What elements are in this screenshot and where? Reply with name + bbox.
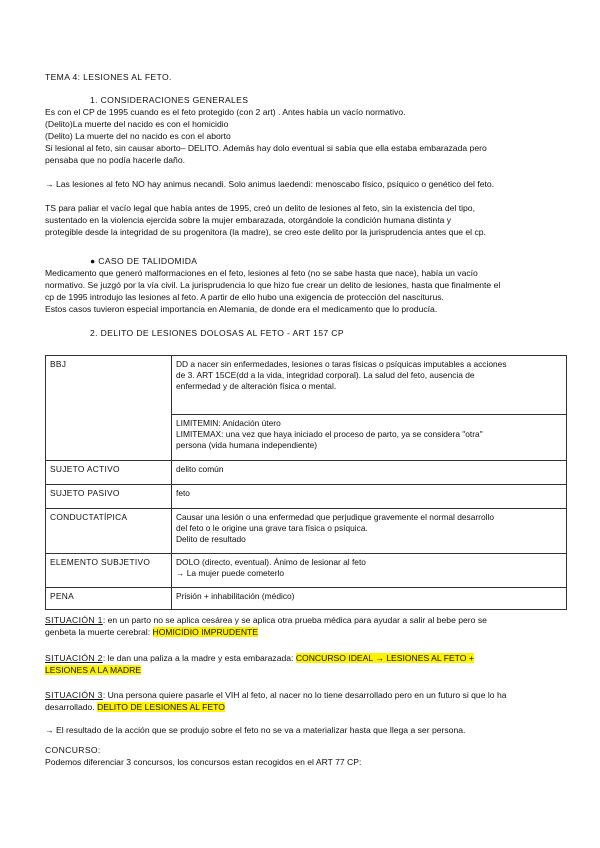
- table-row-elemento: [46, 554, 567, 588]
- ts-paragraph-line: sustentado en la violencia ejercida sobre la mujer embarazada, otorgándole la condición humana distinta y: [45, 215, 452, 225]
- sujeto-pasivo-value: feto: [172, 485, 567, 509]
- bbj-text-1: DD a nacer sin enfermedades, lesiones o taras físicas o psíquicas imputables a acciones de 3. ART 15CE(dd a la vida, integridad corporal). La salud del feto, ausencia de enfermedad y de alteración física o mental.: [172, 356, 567, 415]
- situation-2-cont: LESIONES A LA MADRE: [45, 665, 142, 675]
- ts-paragraph-line: TS para paliar el vacío legal que había antes de 1995, creó un delito de lesiones al feto, sin la existencia del tipo,: [45, 203, 475, 213]
- conducta-value: Causar una lesión o una enfermedad que perjudique gravemente el normal desarrollo del feto o le origine una grave tara física o psíquica. Delito de resultado: [172, 509, 567, 554]
- situation-1-cont: genbeta la muerte cerebral: HOMICIDIO IMPRUDENTE: [45, 627, 259, 637]
- conducta-label: CONDUCTATÍPICA: [46, 509, 172, 554]
- sujeto-activo-label: SUJETO ACTIVO: [46, 461, 172, 485]
- animus-note: → Las lesiones al feto NO hay animus necandi. Solo animus laedendi: menoscabo físico, psíquico o genético del feto.: [45, 179, 495, 189]
- situation-3-label: SITUACIÓN 3: [45, 690, 103, 700]
- table-row-conducta: [46, 509, 567, 554]
- situation-1-verdict: HOMICIDIO IMPRUDENTE: [152, 627, 259, 637]
- elemento-label: ELEMENTO SUBJETIVO: [46, 554, 172, 588]
- concurso-heading: CONCURSO:: [45, 745, 101, 755]
- talidomida-line: Medicamento que generó malformaciones en el feto, lesiones al feto (no se sabe hasta que nace), había un vacío: [45, 268, 478, 278]
- section-1-line: (Delito)La muerte del nacido es con el homicidio: [45, 119, 229, 129]
- ts-paragraph-line: protegible desde la integridad de su progenitora (la madre), se creo este delito por la jurisprudencia antes que el cp.: [45, 227, 486, 237]
- situation-2: SITUACIÓN 2: le dan una paliza a la madre y esta embarazada: CONCURSO IDEAL → LESIONES AL FETO +: [45, 653, 474, 663]
- table-row-sujeto-pasivo: [46, 485, 567, 509]
- sujeto-pasivo-label: SUJETO PASIVO: [46, 485, 172, 509]
- talidomida-heading: ● CASO DE TALIDOMIDA: [90, 256, 198, 266]
- pena-label: PENA: [46, 588, 172, 610]
- pena-value: Prisión + inhabilitación (médico): [172, 588, 567, 610]
- situation-1-label: SITUACIÓN 1: [45, 615, 103, 625]
- bbj-label: BBJ: [46, 356, 172, 461]
- section-1-heading: 1. CONSIDERACIONES GENERALES: [90, 95, 249, 105]
- talidomida-line: cp de 1995 introdujo las lesiones al feto. A partir de ello hubo una exigencia de protección del nasciturus.: [45, 292, 444, 302]
- document-title: TEMA 4: LESIONES AL FETO.: [45, 72, 172, 82]
- section-1-line: Si lesional al feto, sin causar aborto– DELITO. Además hay dolo eventual si sabía que ella estaba embarazada pero: [45, 143, 487, 153]
- situation-3: SITUACIÓN 3: Una persona quiere pasarle el VIH al feto, al nacer no lo tiene desarrollado pero en un futuro si que lo ha: [45, 690, 507, 700]
- bbj-text-2: LIMITEMIN: Anidación útero LIMITEMAX: una vez que haya iniciado el proceso de parto, ya se considera "otra" persona (vida humana independiente): [172, 415, 567, 461]
- section-2-heading: 2. DELITO DE LESIONES DOLOSAS AL FETO - ART 157 CP: [90, 328, 344, 338]
- situation-2-verdict: CONCURSO IDEAL → LESIONES AL FETO +: [295, 653, 474, 663]
- situation-2-label: SITUACIÓN 2: [45, 653, 103, 663]
- talidomida-line: Estos casos tuvieron especial importancia en Alemania, de donde era el medicamento que lo producía.: [45, 304, 438, 314]
- sujeto-activo-value: delito común: [172, 461, 567, 485]
- table-row-pena: [46, 588, 567, 610]
- elemento-value: DOLO (directo, eventual). Ánimo de lesionar al feto → La mujer puede cometerlo: [172, 554, 567, 588]
- concurso-line: Podemos diferenciar 3 concursos, los concursos estan recogidos en el ART 77 CP:: [45, 757, 362, 767]
- section-1-line: (Delito) La muerte del no nacido es con el aborto: [45, 131, 231, 141]
- section-1-line: pensaba que no podía hacerle daño.: [45, 155, 186, 165]
- situation-3-cont: desarrollado. DELITO DE LESIONES AL FETO: [45, 702, 225, 712]
- table-row-sujeto-activo: [46, 461, 567, 485]
- section-1-line: Es con el CP de 1995 cuando es el feto protegido (con 2 art) . Antes había un vacío normativo.: [45, 107, 406, 117]
- art157-table: [45, 355, 567, 610]
- table-row-bbj: [46, 356, 567, 415]
- talidomida-line: normativo. Se juzgó por la vía civil. La jurisprudencia lo que hizo fue crear un delito de lesiones, hasta que finalmente el: [45, 280, 501, 290]
- situation-1: SITUACIÓN 1: en un parto no se aplica cesárea y se aplica otra prueba médica para ayudar a salir al bebe pero se: [45, 615, 487, 625]
- result-note: → El resultado de la acción que se produjo sobre el feto no se va a materializar hasta que llega a ser persona.: [45, 725, 466, 735]
- situation-3-verdict: DELITO DE LESIONES AL FETO: [97, 702, 225, 712]
